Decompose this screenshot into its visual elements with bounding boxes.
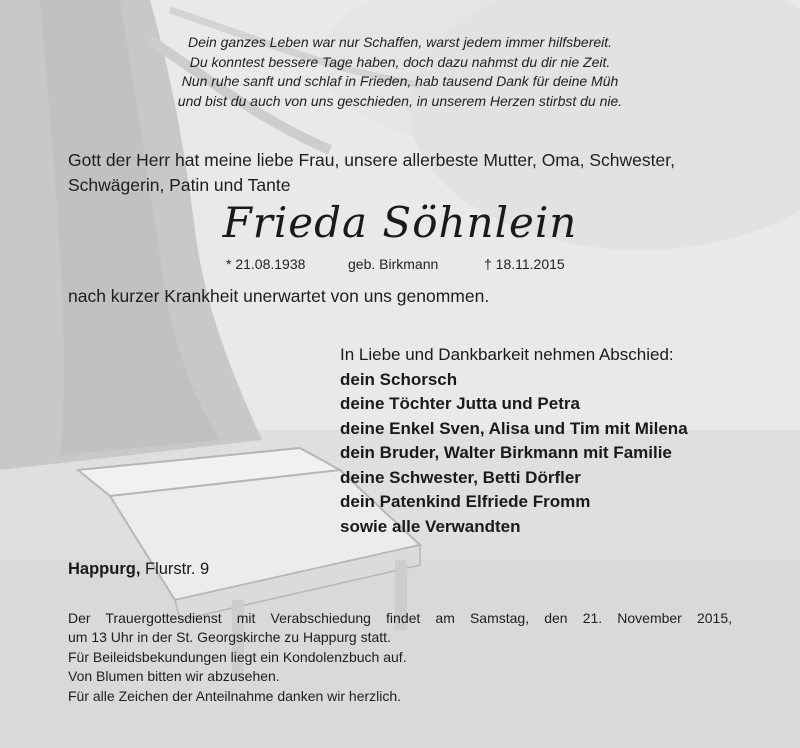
service-line: um 13 Uhr in der St. Georgskirche zu Happurg statt. bbox=[68, 629, 391, 646]
mourners-lead: In Liebe und Dankbarkeit nehmen Abschied: bbox=[340, 345, 674, 364]
maiden-name: geb. Birkmann bbox=[348, 256, 439, 272]
death-date: † 18.11.2015 bbox=[484, 256, 565, 272]
mourner-entry: dein Bruder, Walter Birkmann mit Familie bbox=[340, 443, 672, 462]
family-address bbox=[68, 560, 209, 579]
poem-line: Du konntest bessere Tage haben, doch dazu nahmst du dir nie Zeit. bbox=[189, 53, 611, 70]
address-town: Happurg, bbox=[68, 560, 141, 578]
announcement-intro: Gott der Herr hat meine liebe Frau, unsere allerbeste Mutter, Oma, Schwester, Schwägerin, Patin und Tante bbox=[68, 150, 675, 195]
service-line: Von Blumen bitten wir abzusehen. bbox=[68, 668, 280, 685]
mourner-entry: deine Schwester, Betti Dörfler bbox=[340, 467, 581, 487]
poem-line: Nun ruhe sanft und schlaf in Frieden, hab tausend Dank für deine Müh bbox=[181, 73, 619, 89]
mourners-list bbox=[340, 343, 760, 539]
deceased-name: Frieda Söhnlein bbox=[222, 198, 578, 247]
mourner-entry: deine Töchter Jutta und Petra bbox=[340, 394, 580, 413]
service-line: Für alle Zeichen der Anteilnahme danken wir herzlich. bbox=[68, 687, 402, 704]
service-line: Für Beileidsbekundungen liegt ein Kondolenzbuch auf. bbox=[68, 648, 407, 665]
mourner-entry: deine Enkel Sven, Alisa und Tim mit Milena bbox=[340, 418, 688, 438]
mourner-entry: dein Patenkind Elfriede Fromm bbox=[340, 492, 591, 511]
address-street: Flurstr. 9 bbox=[145, 560, 210, 578]
passing-statement: nach kurzer Krankheit unerwartet von uns genommen. bbox=[68, 286, 490, 306]
birth-date: * 21.08.1938 bbox=[226, 256, 306, 272]
memorial-poem bbox=[100, 33, 700, 111]
poem-line: Dein ganzes Leben war nur Schaffen, warst jedem immer hilfsbereit. bbox=[187, 34, 613, 50]
mourner-entry: sowie alle Verwandten bbox=[340, 516, 521, 536]
mourner-entry: dein Schorsch bbox=[340, 369, 458, 389]
service-line: Der Trauergottesdienst mit Verabschiedung findet am Samstag, den 21. November 2015, bbox=[68, 610, 732, 626]
funeral-service-info bbox=[68, 609, 732, 706]
poem-line: und bist du auch von uns geschieden, in unserem Herzen stirbst du nie. bbox=[177, 92, 623, 109]
